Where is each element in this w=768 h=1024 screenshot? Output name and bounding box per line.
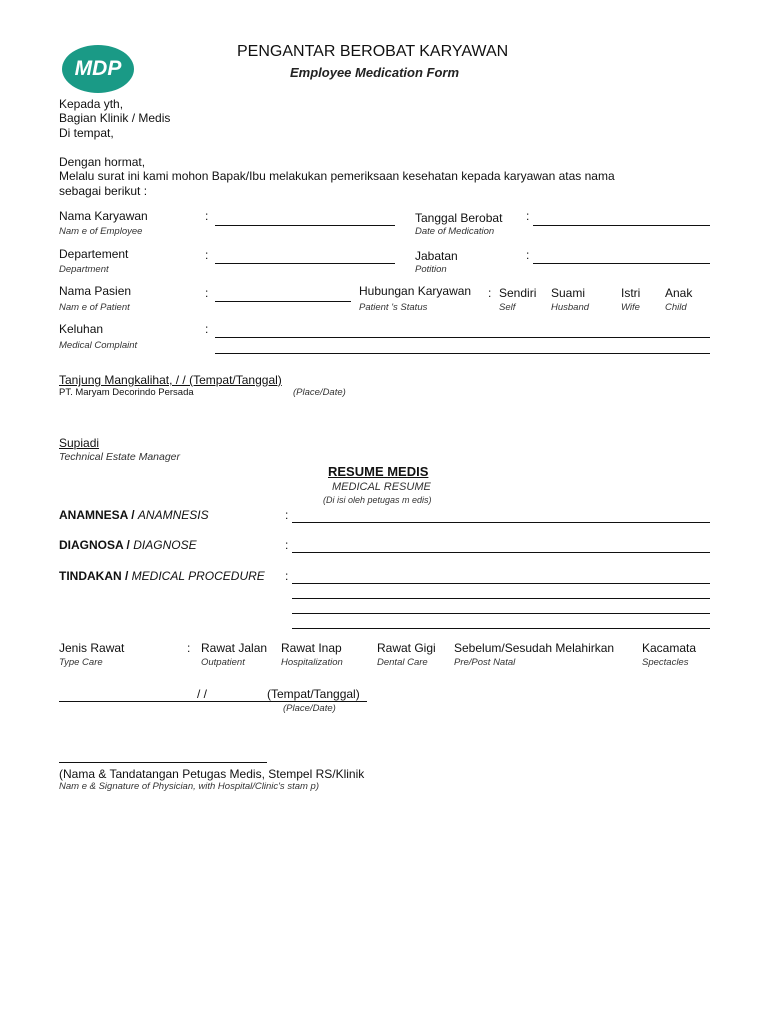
position-field[interactable]	[533, 263, 710, 264]
department-label: Departement	[59, 247, 129, 261]
care-option-outpatient-sub: Outpatient	[201, 657, 245, 668]
care-type-label: Jenis Rawat	[59, 641, 125, 655]
complaint-field-1[interactable]	[215, 337, 710, 338]
colon: :	[488, 286, 492, 300]
colon: :	[526, 248, 530, 262]
care-option-spectacles-sub: Spectacles	[642, 657, 689, 668]
resume-subtitle: MEDICAL RESUME	[332, 481, 431, 493]
complaint-label: Keluhan	[59, 322, 104, 336]
address-line-1: Kepada yth,	[59, 97, 124, 111]
relation-option-self[interactable]: Sendiri	[499, 286, 537, 300]
relation-option-child-sub: Child	[665, 302, 687, 313]
colon: :	[285, 538, 289, 552]
colon: :	[285, 508, 289, 522]
intro-body-1: Melalu surat ini kami mohon Bapak/Ibu melakukan pemeriksaan kesehatan kepada karyawan atas nama	[59, 169, 615, 183]
resume-title: RESUME MEDIS	[328, 464, 429, 479]
patient-name-label: Nama Pasien	[59, 284, 132, 298]
date-medication-label: Tanggal Berobat	[415, 211, 503, 225]
diagnosa-label-id: DIAGNOSA /	[59, 538, 130, 552]
diagnosa-field[interactable]	[292, 552, 710, 553]
anamnesa-label-id: ANAMNESA /	[59, 508, 135, 522]
date-medication-sub: Date of Medication	[415, 226, 495, 237]
tindakan-field-4[interactable]	[292, 628, 710, 629]
care-option-hospitalization-sub: Hospitalization	[281, 657, 343, 668]
place-date-2-sub: (Place/Date)	[283, 703, 336, 714]
colon: :	[205, 209, 209, 223]
employee-name-field[interactable]	[215, 225, 395, 226]
care-option-spectacles[interactable]: Kacamata	[642, 641, 697, 655]
relation-label: Hubungan Karyawan	[359, 284, 472, 298]
department-sub: Department	[59, 264, 109, 275]
logo-text: MDP	[74, 57, 122, 80]
signer-name: Supiadi	[59, 436, 100, 450]
department-field[interactable]	[215, 263, 395, 264]
form-title: PENGANTAR BEROBAT KARYAWAN	[237, 43, 509, 60]
colon: :	[205, 286, 209, 300]
complaint-sub: Medical Complaint	[59, 340, 138, 351]
colon: :	[205, 322, 209, 336]
physician-signature-field[interactable]	[59, 762, 267, 763]
anamnesa-label-en: ANAMNESIS	[137, 508, 209, 522]
tindakan-field-3[interactable]	[292, 613, 710, 614]
colon: :	[285, 569, 289, 583]
tindakan-label-en: MEDICAL PROCEDURE	[131, 569, 265, 583]
place-date-sub: (Place/Date)	[293, 387, 346, 398]
complaint-field-2[interactable]	[215, 353, 710, 354]
employee-name-label: Nama Karyawan	[59, 209, 148, 223]
anamnesa-label	[59, 508, 209, 522]
relation-option-husband-sub: Husband	[551, 302, 590, 313]
physician-sub: Nam e & Signature of Physician, with Hospital/Clinic's stam p)	[59, 781, 319, 792]
patient-name-sub: Nam e of Patient	[59, 302, 130, 313]
relation-sub: Patient 's Status	[359, 302, 428, 313]
company-logo	[62, 45, 134, 93]
company-name: PT. Maryam Decorindo Persada	[59, 387, 194, 398]
address-line-2: Bagian Klinik / Medis	[59, 111, 171, 125]
intro-body-2: sebagai berikut :	[59, 184, 148, 198]
form-subtitle: Employee Medication Form	[290, 65, 460, 80]
signer-title: Technical Estate Manager	[59, 451, 181, 463]
care-option-outpatient[interactable]: Rawat Jalan	[201, 641, 268, 655]
colon: :	[187, 641, 191, 655]
tindakan-label-id: TINDAKAN /	[59, 569, 129, 583]
colon: :	[526, 209, 530, 223]
employee-name-sub: Nam e of Employee	[59, 226, 143, 237]
care-option-dental-sub: Dental Care	[377, 657, 428, 668]
tindakan-label	[59, 569, 265, 583]
care-option-dental[interactable]: Rawat Gigi	[377, 641, 436, 655]
diagnosa-label	[59, 538, 197, 552]
relation-option-child[interactable]: Anak	[665, 286, 693, 300]
date-medication-field[interactable]	[533, 225, 710, 226]
diagnosa-label-en: DIAGNOSE	[133, 538, 197, 552]
place-date-line[interactable]: Tanjung Mangkalihat, / / (Tempat/Tanggal)	[59, 373, 282, 387]
care-option-natal[interactable]: Sebelum/Sesudah Melahirkan	[454, 641, 615, 655]
greeting: Dengan hormat,	[59, 155, 146, 169]
care-type-sub: Type Care	[59, 657, 103, 668]
care-option-hospitalization[interactable]: Rawat Inap	[281, 641, 342, 655]
place-date-2-field[interactable]	[59, 701, 367, 702]
position-label: Jabatan	[415, 249, 458, 263]
tindakan-field-1[interactable]	[292, 583, 710, 584]
position-sub: Potition	[415, 264, 447, 275]
tindakan-field-2[interactable]	[292, 598, 710, 599]
patient-name-field[interactable]	[215, 301, 351, 302]
resume-note: (Di isi oleh petugas m edis)	[323, 495, 432, 505]
place-date-2-slashes: / /	[197, 687, 208, 701]
colon: :	[205, 248, 209, 262]
care-option-natal-sub: Pre/Post Natal	[454, 657, 516, 668]
anamnesa-field[interactable]	[292, 522, 710, 523]
relation-option-wife-sub: Wife	[621, 302, 640, 313]
relation-option-wife[interactable]: Istri	[621, 286, 641, 300]
place-date-2-label: (Tempat/Tanggal)	[267, 687, 360, 701]
relation-option-self-sub: Self	[499, 302, 516, 313]
address-line-3: Di tempat,	[59, 126, 114, 140]
physician-label: (Nama & Tandatangan Petugas Medis, Stempel RS/Klinik	[59, 767, 365, 781]
relation-option-husband[interactable]: Suami	[551, 286, 586, 300]
